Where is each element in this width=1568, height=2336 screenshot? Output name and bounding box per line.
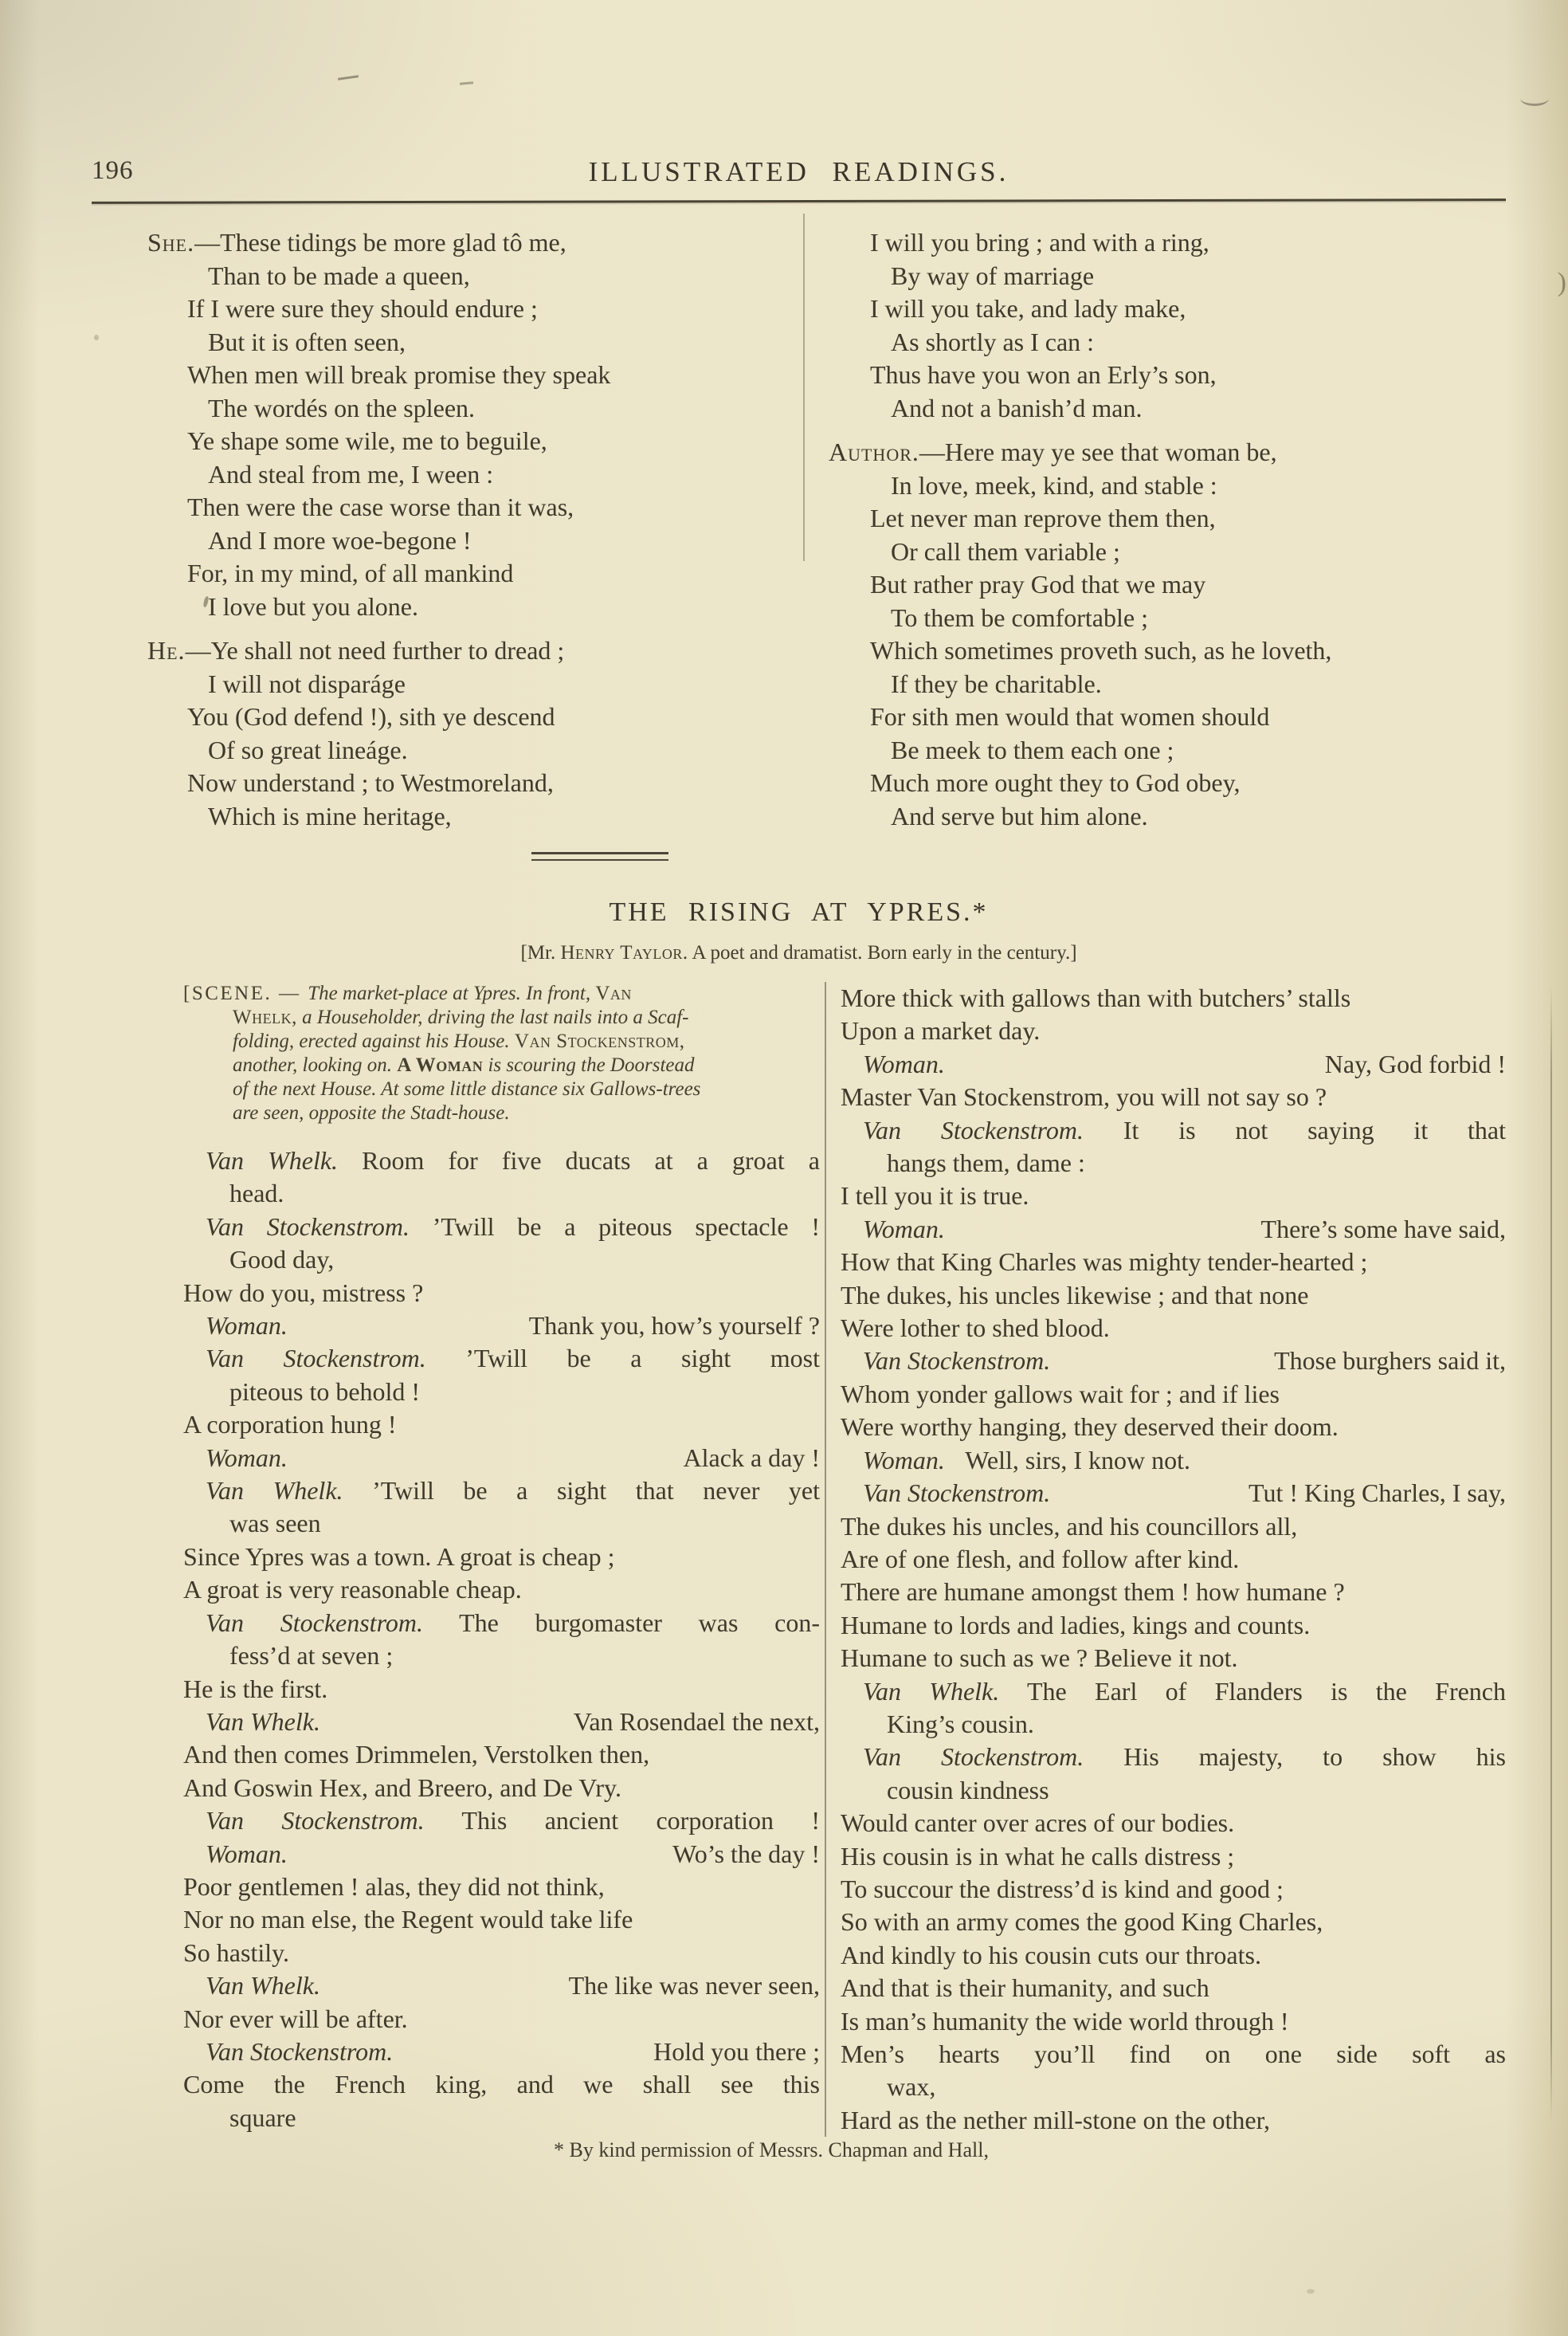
poem-line-text: I will you take, and lady make, <box>870 294 1186 323</box>
column-divider-rule <box>803 214 805 561</box>
play-section <box>183 982 1506 2137</box>
dialogue-line <box>229 1243 820 1276</box>
stanza-he-continued <box>805 226 1506 425</box>
poem-line-text: By way of marriage <box>891 261 1095 290</box>
speaker-name: Van Stockenstrom. <box>206 2036 394 2066</box>
poem-line-text: Or call them variable ; <box>891 536 1120 566</box>
speaker-name: Van Whelk. <box>863 1676 1000 1706</box>
poem-line-text: To them be comfortable ; <box>891 603 1148 632</box>
dialogue-line <box>887 1708 1506 1741</box>
dialogue-text: And kindly to his cousin cuts our throats. <box>841 1940 1261 1969</box>
dialogue-text: So with an army comes the good King Charles, <box>841 1907 1323 1937</box>
dialogue-line <box>841 1840 1506 1873</box>
scene-line <box>233 1101 820 1125</box>
poem-line <box>187 701 805 734</box>
dialogue-text: This ancient corporation ! <box>424 1806 821 1835</box>
dialogue-line <box>183 1738 820 1771</box>
page-edge-mark: ) <box>1557 268 1566 297</box>
poem-line-text: For, in my mind, of all mankind <box>187 559 514 587</box>
scene-text-run: A Woman <box>397 1054 484 1076</box>
dialogue-line <box>841 1246 1506 1278</box>
scene-text-run: of the next House. At some little distance six Gallows-trees <box>233 1078 701 1100</box>
dialogue-text: Since Ypres was a town. A groat is cheap ; <box>183 1541 615 1571</box>
stanza-author <box>805 436 1506 833</box>
poem-line-text: For sith men would that women should <box>870 702 1270 731</box>
poem-line <box>870 226 1506 260</box>
dialogue-text: ’Twill be a sight most <box>425 1344 821 1373</box>
dialogue-text: hangs them, dame : <box>887 1148 1085 1178</box>
dialogue-text: The like was never seen, <box>568 1971 820 2000</box>
dialogue-line <box>206 1144 820 1177</box>
dialogue-text: Nor ever will be after. <box>183 2004 408 2033</box>
dialogue-line <box>841 1378 1506 1411</box>
poem-line <box>187 767 805 800</box>
dialogue-line <box>183 1871 820 1903</box>
dialogue-text: Humane to such as we ? Believe it not. <box>841 1643 1238 1673</box>
poem-line-text: But it is often seen, <box>208 327 406 356</box>
dialogue-text: The dukes, his uncles likewise ; and that none <box>841 1280 1309 1309</box>
page-number: 196 <box>92 156 134 185</box>
byline-open: [Mr. <box>520 942 561 964</box>
speaker-name: Van Stockenstrom. <box>863 1478 1051 1508</box>
poem-line-text: Now understand ; to Westmoreland, <box>187 768 554 797</box>
dialogue-line <box>183 1772 820 1804</box>
dialogue-text: square <box>229 2102 296 2132</box>
dialogue-text: And then comes Drimmelen, Verstolken then, <box>183 1740 650 1769</box>
dialogue-line <box>887 2071 1506 2103</box>
dialogue-line <box>841 1015 1506 1047</box>
dialogue-text: Whom yonder gallows wait for ; and if lies <box>841 1379 1280 1408</box>
play-left-column <box>183 982 825 2137</box>
dialogue-text: So hastily. <box>183 1938 290 1967</box>
poem-line <box>208 326 805 359</box>
dialogue-text: How do you, mistress ? <box>183 1278 424 1307</box>
dialogue-text: Hold you there ; <box>653 2036 820 2066</box>
poem-line <box>870 568 1506 602</box>
dialogue-line <box>863 1213 1506 1246</box>
dialogue-line <box>841 1576 1506 1608</box>
poem-line <box>208 668 805 701</box>
dialogue-text: Were worthy hanging, they deserved their doom. <box>841 1412 1339 1442</box>
dialogue-line <box>863 1444 1506 1477</box>
dialogue-line <box>206 1211 820 1243</box>
poem-line <box>829 436 1506 469</box>
dialogue-text: There are humane amongst them ! how humane ? <box>841 1577 1345 1607</box>
dialogue-line <box>183 1408 820 1441</box>
poem-section <box>92 202 1506 833</box>
dialogue-line <box>841 2038 1506 2071</box>
poem-line <box>208 800 805 834</box>
dialogue-text: Thank you, how’s yourself ? <box>528 1311 820 1341</box>
scene-text-run: folding, erected against his House. <box>233 1031 515 1052</box>
scene-line <box>233 1006 820 1030</box>
dialogue-line <box>183 1573 820 1606</box>
dialogue-text: Humane to lords and ladies, kings and counts. <box>841 1610 1311 1639</box>
footnote: * By kind permission of Messrs. Chapman and Hall, <box>554 2138 989 2162</box>
poem-line-text: But rather pray God that we may <box>870 570 1206 599</box>
dialogue-text: Would canter over acres of our bodies. <box>841 1808 1235 1838</box>
poem-line <box>891 326 1506 359</box>
speaker-name: Van Stockenstrom. <box>206 1608 423 1637</box>
dialogue-text: Were lother to shed blood. <box>841 1313 1110 1343</box>
dialogue-line <box>841 1972 1506 2004</box>
dialogue-text: He is the first. <box>183 1674 328 1703</box>
dialogue-line <box>229 1507 820 1540</box>
poem-line-text: I will you bring ; and with a ring, <box>870 228 1209 257</box>
scene-line <box>233 1054 820 1078</box>
poem-line <box>208 591 805 624</box>
dialogue-text: Those burghers said it, <box>1274 1346 1506 1376</box>
dialogue-line <box>229 1376 820 1408</box>
scene-text-run: [SCENE. — <box>183 983 308 1004</box>
dialogue-text: Hard as the nether mill-stone on the other, <box>841 2105 1270 2134</box>
dialogue-text: ’Twill be a sight that never yet <box>343 1476 821 1506</box>
dialogue-line <box>183 1903 820 1936</box>
dialogue-line <box>841 1807 1506 1839</box>
byline-author-name: Henry Taylor. <box>560 942 688 964</box>
dialogue-line <box>206 1804 820 1837</box>
speaker-name: Woman. <box>863 1049 945 1078</box>
scene-text-run: Van Stockenstrom, <box>514 1031 685 1052</box>
dialogue-line <box>863 1114 1506 1147</box>
dialogue-text: Room for five ducats at a groat a <box>338 1146 821 1175</box>
dialogue-right <box>841 982 1506 2137</box>
poem-line-text: Which sometimes proveth such, as he loveth, <box>870 636 1332 665</box>
speaker-label: Author. <box>829 438 919 466</box>
scene-text-run: The market-place at Ypres. In front, <box>308 983 596 1004</box>
dialogue-line <box>206 1442 820 1474</box>
dialogue-line <box>841 1510 1506 1543</box>
dialogue-text: Wo’s the day ! <box>672 1839 820 1868</box>
dialogue-line <box>863 1048 1506 1081</box>
speaker-name: Woman. <box>206 1443 288 1472</box>
dialogue-line <box>863 1345 1506 1377</box>
poem-line <box>187 557 805 591</box>
dialogue-line <box>841 1642 1506 1674</box>
poem-line <box>208 458 805 492</box>
dialogue-text: And Goswin Hex, and Breero, and De Vry. <box>183 1773 621 1802</box>
poem-line <box>187 292 805 326</box>
dialogue-line <box>841 1939 1506 1972</box>
speaker-name: Van Stockenstrom. <box>863 1346 1051 1376</box>
dialogue-line <box>206 1706 820 1738</box>
scene-description <box>183 982 820 1125</box>
poem-line-text: —These tidings be more glad tô me, <box>194 228 566 257</box>
speaker-label: She. <box>147 228 195 257</box>
dialogue-text: More thick with gallows than with butchers’ stalls <box>841 983 1351 1012</box>
article-title: THE RISING AT YPRES.* <box>609 897 989 927</box>
poem-line <box>891 800 1506 834</box>
speaker-name: Woman. <box>206 1311 288 1341</box>
dialogue-text: Good day, <box>229 1245 335 1274</box>
dialogue-line <box>841 1279 1506 1312</box>
dialogue-text: fess’d at seven ; <box>229 1641 394 1671</box>
section-divider <box>531 852 668 861</box>
poem-line-text: Much more ought they to God obey, <box>870 768 1241 797</box>
dialogue-line <box>206 1342 820 1375</box>
poem-line <box>870 502 1506 536</box>
speaker-name: Van Stockenstrom. <box>863 1115 1084 1144</box>
dialogue-line <box>841 1873 1506 1906</box>
speaker-name: Van Stockenstrom. <box>206 1344 426 1373</box>
dialogue-text: A groat is very reasonable cheap. <box>183 1575 522 1604</box>
poem-line-text: Be meek to them each one ; <box>891 735 1174 764</box>
poem-line-text: Thus have you won an Erly’s son, <box>870 360 1217 389</box>
speaker-name: Van Whelk. <box>206 1706 320 1736</box>
dialogue-text: Master Van Stockenstrom, you will not say so ? <box>841 1082 1327 1112</box>
dialogue-line <box>206 1607 820 1639</box>
poem-line <box>891 668 1506 701</box>
poem-line <box>187 491 805 524</box>
speaker-name: Van Stockenstrom. <box>863 1742 1084 1772</box>
dialogue-text: wax, <box>887 2072 936 2102</box>
dialogue-line <box>183 1673 820 1706</box>
poem-line-text: If I were sure they should endure ; <box>187 294 538 323</box>
dialogue-text: A corporation hung ! <box>183 1410 397 1439</box>
poem-line-text: Of so great lineáge. <box>208 735 408 764</box>
speaker-label: He. <box>147 636 186 665</box>
dialogue-line <box>841 1906 1506 1938</box>
poem-line <box>891 536 1506 569</box>
speaker-name: Van Stockenstrom. <box>206 1806 425 1835</box>
dialogue-line <box>841 982 1506 1015</box>
dialogue-text: Well, sirs, I know not. <box>958 1445 1190 1474</box>
poem-line-text: I love but you alone. <box>208 591 418 621</box>
poem-line-text: Let never man reprove them then, <box>870 504 1216 532</box>
dialogue-text: Come the French king, and we shall see this <box>183 2070 820 2099</box>
dialogue-line <box>863 1477 1506 1510</box>
poem-line <box>891 734 1506 768</box>
poem-line <box>187 425 805 458</box>
page-header <box>92 0 1506 190</box>
poem-line <box>147 634 805 668</box>
scan-speck <box>1307 2289 1315 2294</box>
poem-line <box>208 260 805 293</box>
dialogue-text: head. <box>229 1179 284 1208</box>
speaker-name: Woman. <box>206 1839 288 1868</box>
poem-line <box>891 392 1506 426</box>
dialogue-text: Poor gentlemen ! alas, they did not think, <box>183 1871 605 1901</box>
dialogue-text: Van Rosendael the next, <box>573 1706 820 1736</box>
dialogue-text: Tut ! King Charles, I say, <box>1249 1478 1506 1508</box>
poem-line <box>870 359 1506 392</box>
dialogue-line <box>863 1675 1506 1708</box>
scene-text-run: another, looking on. <box>233 1054 398 1076</box>
dialogue-text: piteous to behold ! <box>229 1376 421 1406</box>
dialogue-text: The burgomaster was con- <box>422 1608 821 1637</box>
poem-line <box>870 634 1506 668</box>
dialogue-text: Alack a day ! <box>683 1443 820 1472</box>
dialogue-line <box>206 2036 820 2068</box>
dialogue-text: Nor no man else, the Regent would take life <box>183 1905 633 1934</box>
running-title: ILLUSTRATED READINGS. <box>588 156 1009 187</box>
poem-line <box>187 359 805 392</box>
speaker-name: Van Whelk. <box>206 1971 320 2000</box>
dialogue-line <box>841 1312 1506 1345</box>
play-right-column <box>825 982 1506 2137</box>
dialogue-line <box>183 1937 820 1969</box>
poem-line-text: Then were the case worse than it was, <box>187 493 574 521</box>
dialogue-line <box>206 1309 820 1342</box>
dialogue-text: The Earl of Flanders is the French <box>999 1676 1507 1706</box>
speaker-name: Van Whelk. <box>206 1146 339 1175</box>
poem-line <box>891 602 1506 635</box>
poem-line <box>891 260 1506 293</box>
poem-line <box>870 292 1506 326</box>
poem-line-text: I will not disparáge <box>208 669 406 698</box>
poem-line-text: Ye shape some wile, me to beguile, <box>187 426 547 455</box>
dialogue-text: was seen <box>229 1509 321 1538</box>
speaker-name: Van Whelk. <box>206 1476 343 1506</box>
scene-line <box>233 1030 820 1054</box>
dialogue-text: His majesty, to show his <box>1084 1742 1507 1772</box>
dialogue-line <box>206 1969 820 2002</box>
dialogue-text: ’Twill be a piteous spectacle ! <box>409 1211 821 1241</box>
dialogue-line <box>841 2005 1506 2038</box>
dialogue-text: The dukes his uncles, and his councillors all, <box>841 1511 1298 1541</box>
dialogue-line <box>229 2102 820 2134</box>
scene-line <box>233 1078 820 1101</box>
speaker-name: Woman. <box>863 1445 945 1474</box>
dialogue-left <box>183 1144 820 2134</box>
dialogue-line <box>841 1411 1506 1443</box>
dialogue-line <box>183 2003 820 2036</box>
poem-line-text: And I more woe-begone ! <box>208 525 472 555</box>
poem-line-text: In love, meek, kind, and stable : <box>891 470 1217 500</box>
dialogue-text: And that is their humanity, and such <box>841 1973 1209 2003</box>
dialogue-line <box>206 1838 820 1871</box>
dialogue-text: Are of one flesh, and follow after kind. <box>841 1544 1240 1573</box>
poem-left-column <box>92 226 805 833</box>
dialogue-text: cousin kindness <box>887 1775 1049 1804</box>
speaker-name: Van Stockenstrom. <box>206 1211 410 1241</box>
dialogue-text: King’s cousin. <box>887 1709 1034 1738</box>
dialogue-text: His cousin is in what he calls distress ; <box>841 1841 1235 1871</box>
poem-line <box>147 226 805 260</box>
dialogue-text: It is not saying it that <box>1084 1115 1506 1144</box>
poem-line-text: —Here may ye see that woman be, <box>919 438 1277 466</box>
scene-text-run: Whelk, <box>233 1007 297 1028</box>
poem-line <box>870 701 1506 734</box>
poem-line <box>891 469 1506 503</box>
stanza-he <box>92 634 805 833</box>
dialogue-line <box>841 1081 1506 1113</box>
dialogue-line <box>887 1147 1506 1180</box>
dialogue-text: Men’s hearts you’ll find on one side soft as <box>841 2040 1506 2068</box>
stanza-she <box>92 226 805 623</box>
poem-line-text: And serve but him alone. <box>891 801 1148 830</box>
poem-line <box>208 524 805 558</box>
poem-line <box>870 767 1506 800</box>
poem-line-text: When men will break promise they speak <box>187 360 611 389</box>
dialogue-line <box>183 1277 820 1309</box>
poem-line-text: As shortly as I can : <box>891 327 1095 356</box>
dialogue-text: Upon a market day. <box>841 1016 1041 1046</box>
scene-line <box>183 982 820 1006</box>
dialogue-text: Is man’s humanity the wide world through ! <box>841 2006 1289 2036</box>
scan-speck <box>1520 91 1549 106</box>
page-edge-shadow <box>1550 984 1552 2124</box>
dialogue-line <box>863 1741 1506 1773</box>
poem-line-text: —Ye shall not need further to dread ; <box>185 636 565 665</box>
dialogue-line <box>841 1543 1506 1576</box>
poem-right-column <box>805 226 1506 833</box>
dialogue-line <box>841 2104 1506 2137</box>
poem-line-text: And not a banish’d man. <box>891 393 1143 422</box>
dialogue-line <box>183 1541 820 1573</box>
speaker-name: Woman. <box>863 1214 945 1243</box>
dialogue-line <box>887 1774 1506 1807</box>
scene-text-run: a Householder, driving the last nails into a Scaf- <box>296 1007 689 1028</box>
poem-line-text: Than to be made a queen, <box>208 261 470 290</box>
poem-line-text: Which is mine heritage, <box>208 801 452 830</box>
poem-line-text: And steal from me, I ween : <box>208 459 494 489</box>
dialogue-line <box>229 1177 820 1210</box>
dialogue-text: There’s some have said, <box>1260 1214 1506 1243</box>
scene-text-run: are seen, opposite the Stadt-house. <box>233 1102 510 1124</box>
dialogue-text: Nay, God forbid ! <box>1324 1049 1506 1078</box>
poem-line-text: The wordés on the spleen. <box>208 393 476 422</box>
dialogue-line <box>183 2068 820 2101</box>
poem-line-text: If they be charitable. <box>891 669 1102 698</box>
poem-line <box>208 392 805 426</box>
scene-text-run: Van <box>595 983 632 1004</box>
scene-text-run: is scouring the Doorstead <box>483 1054 695 1076</box>
dialogue-line <box>841 1609 1506 1642</box>
author-byline <box>92 942 1506 964</box>
poem-line <box>208 734 805 768</box>
dialogue-line <box>206 1474 820 1507</box>
dialogue-text: To succour the distress’d is kind and good ; <box>841 1874 1284 1903</box>
poem-line-text: You (God defend !), sith ye descend <box>187 702 555 731</box>
dialogue-text: How that King Charles was mighty tender-hearted ; <box>841 1247 1368 1277</box>
dialogue-line <box>841 1180 1506 1212</box>
dialogue-text: I tell you it is true. <box>841 1181 1029 1211</box>
dialogue-line <box>229 1639 820 1672</box>
byline-description: A poet and dramatist. Born early in the century.] <box>688 942 1077 964</box>
